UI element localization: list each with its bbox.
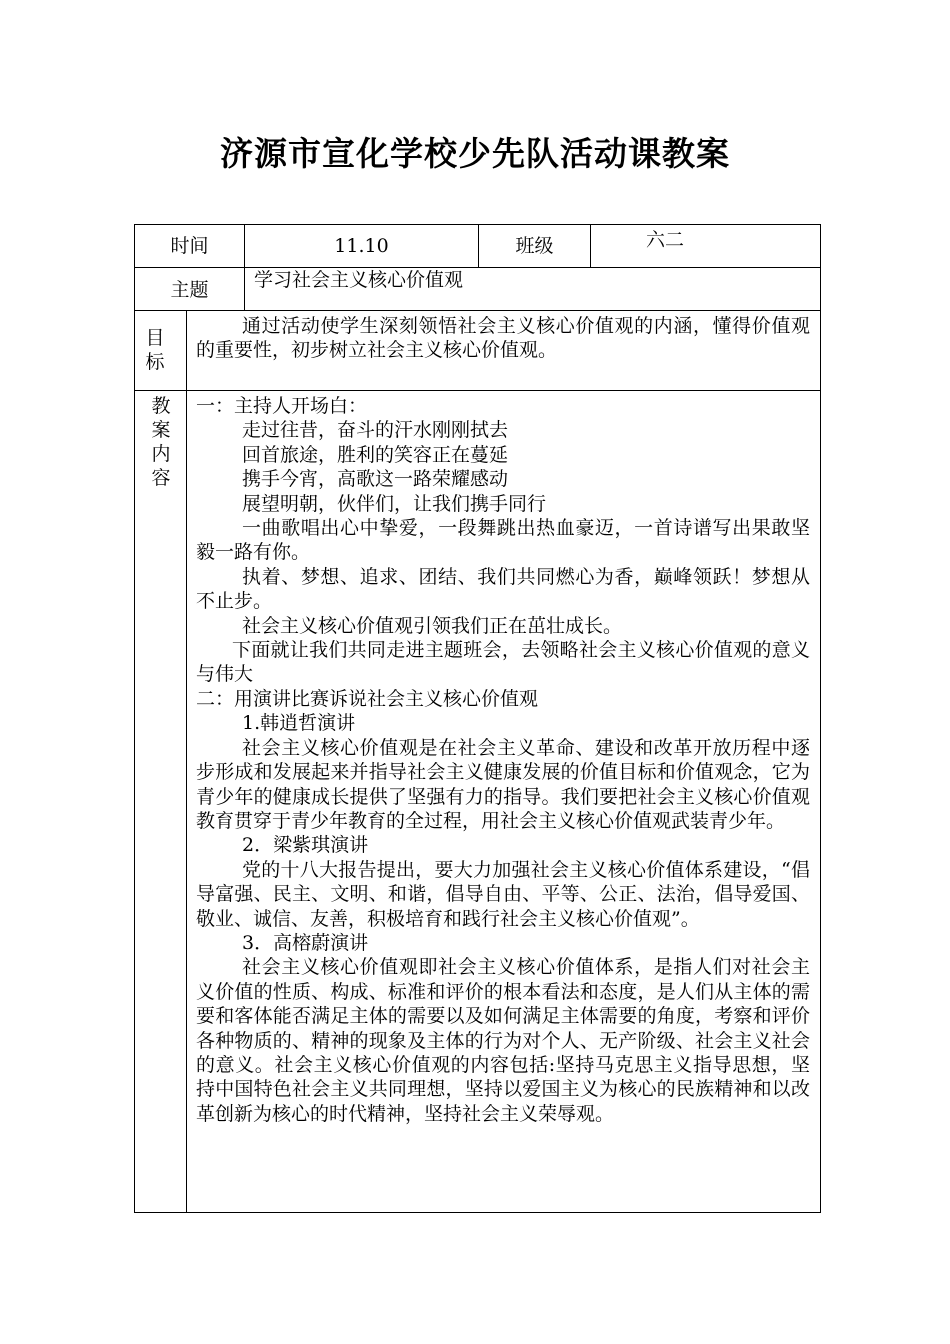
content-paragraph: 2．梁紫琪演讲 xyxy=(242,834,369,857)
class-value: 六二 xyxy=(645,229,684,251)
topic-value: 学习社会主义核心价值观 xyxy=(254,269,464,291)
table-rule-row2 xyxy=(134,310,821,311)
document-title: 济源市宣化学校少先队活动课教案 xyxy=(220,134,730,173)
class-label: 班级 xyxy=(515,235,554,257)
content-paragraph: 执着、梦想、追求、团结、我们共同燃心为香，巅峰领跃！梦想从不止步。 xyxy=(196,565,810,613)
content-paragraph: 一曲歌唱出心中挚爱，一段舞跳出热血豪迈，一首诗谱写出果敢坚毅一路有你。 xyxy=(196,517,810,564)
content-paragraph: 社会主义核心价值观即社会主义核心价值体系，是指人们对社会主义价值的性质、构成、标准和评价的根本看法和态度，是人们从主体的需要和客体能否满足主体的需要以及如何满足主体需要的角度，考察和评价各种物质的、精神的现象及主体的行为对个人、无产阶级、社会主义社会的意义。社会主义核心价值观的内容包括:坚持马克思主义指导思想，坚持中国特色社会主义共同理想，坚持以爱国主义为核心的民族精神和以改革创新为核心的时代精神，坚持社会主义荣辱观。 xyxy=(196,956,810,1125)
content-paragraph: 展望明朝，伙伴们，让我们携手同行 xyxy=(242,492,547,515)
content-paragraph: 1.韩逍哲演讲 xyxy=(242,712,356,735)
time-label: 时间 xyxy=(170,235,209,257)
content-paragraph: 3．高榕蔚演讲 xyxy=(242,931,369,954)
content-label: 教案内容 xyxy=(151,395,171,489)
content-paragraph: 回首旅途，胜利的笑容正在蔓延 xyxy=(242,443,509,466)
lesson-content xyxy=(196,394,810,1126)
table-rule-right xyxy=(820,224,821,1213)
content-paragraph: 下面就让我们共同走进主题班会，去领略社会主义核心价值观的意义与伟大 xyxy=(196,639,810,686)
goal-text-cell xyxy=(196,314,810,363)
content-paragraph: 社会主义核心价值观是在社会主义革命、建设和改革开放历程中逐步形成和发展起来并指导社会主义健康发展的价值目标和价值观念，它为青少年的健康成长提供了坚强有力的指导。我们要把社会主义核心价值观教育贯穿于青少年教育的全过程，用社会主义核心价值观武装青少年。 xyxy=(196,736,810,832)
content-paragraph: 党的十八大报告提出，要大力加强社会主义核心价值体系建设，“倡导富强、民主、文明、和谐，倡导自由、平等、公正、法治，倡导爱国、敬业、诚信、友善，积极培育和践行社会主义核心价值观”。 xyxy=(196,858,810,930)
table-rule-bottom xyxy=(134,1212,821,1213)
table-rule-left xyxy=(134,224,135,1213)
goal-label: 目标 xyxy=(145,327,165,373)
table-rule-row3 xyxy=(134,390,821,391)
goal-text: 通过活动使学生深刻领悟社会主义核心价值观的内涵，懂得价值观的重要性，初步树立社会主义核心价值观。 xyxy=(196,315,810,362)
topic-label: 主题 xyxy=(170,279,209,301)
content-paragraph: 走过往昔，奋斗的汗水刚刚拭去 xyxy=(242,419,509,442)
content-paragraph: 二：用演讲比赛诉说社会主义核心价值观 xyxy=(196,687,539,710)
table-rule-label-col xyxy=(186,310,187,1212)
content-paragraph: 社会主义核心价值观引领我们正在茁壮成长。 xyxy=(242,614,623,637)
time-value: 11.10 xyxy=(334,235,389,257)
content-paragraph: 一：主持人开场白： xyxy=(196,395,368,417)
content-paragraph: 携手今宵，高歌这一路荣耀感动 xyxy=(242,468,509,491)
